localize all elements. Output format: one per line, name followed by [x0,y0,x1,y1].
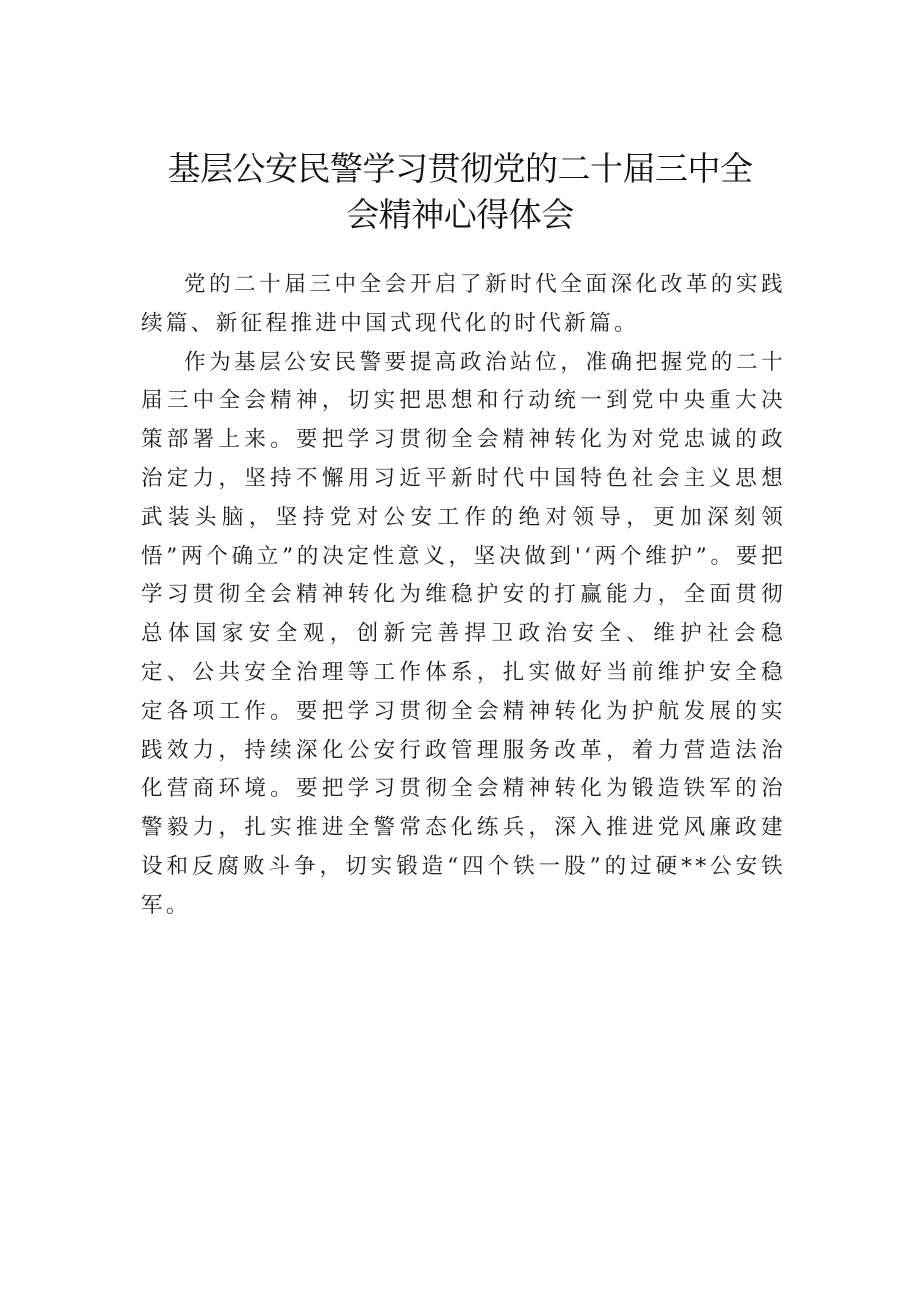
document-title [140,146,780,238]
document-body [141,266,786,926]
title-line-2: 会精神心得体会 [346,195,574,234]
paragraph-main: 作为基层公安民警要提高政治站位，准确把握党的二十届三中全会精神，切实把思想和行动统一到党中央重大决策部署上来。要把学习贯彻全会精神转化为对党忠诚的政治定力，坚持不懈用习近平新时代中国特色社会主义思想武装头脑，坚持党对公安工作的绝对领导，更加深刻领悟”两个确立”的决定性意义，坚决做到'‘两个维护”。要把学习贯彻全会精神转化为维稳护安的打赢能力，全面贯彻总体国家安全观，创新完善捍卫政治安全、维护社会稳定、公共安全治理等工作体系，扎实做好当前维护安全稳定各项工作。要把学习贯彻全会精神转化为护航发展的实践效力，持续深化公安行政管理服务改革，着力营造法治化营商环境。要把学习贯彻全会精神转化为锻造铁军的治警毅力，扎实推进全警常态化练兵，深入推进党风廉政建设和反腐败斗争，切实锻造“四个铁一股”的过硬**公安铁军。 [141,349,786,918]
title-line-1: 基层公安民警学习贯彻党的二十届三中全 [167,149,753,188]
paragraph-intro: 党的二十届三中全会开启了新时代全面深化改革的实践续篇、新征程推进中国式现代化的时代新篇。 [141,272,786,336]
